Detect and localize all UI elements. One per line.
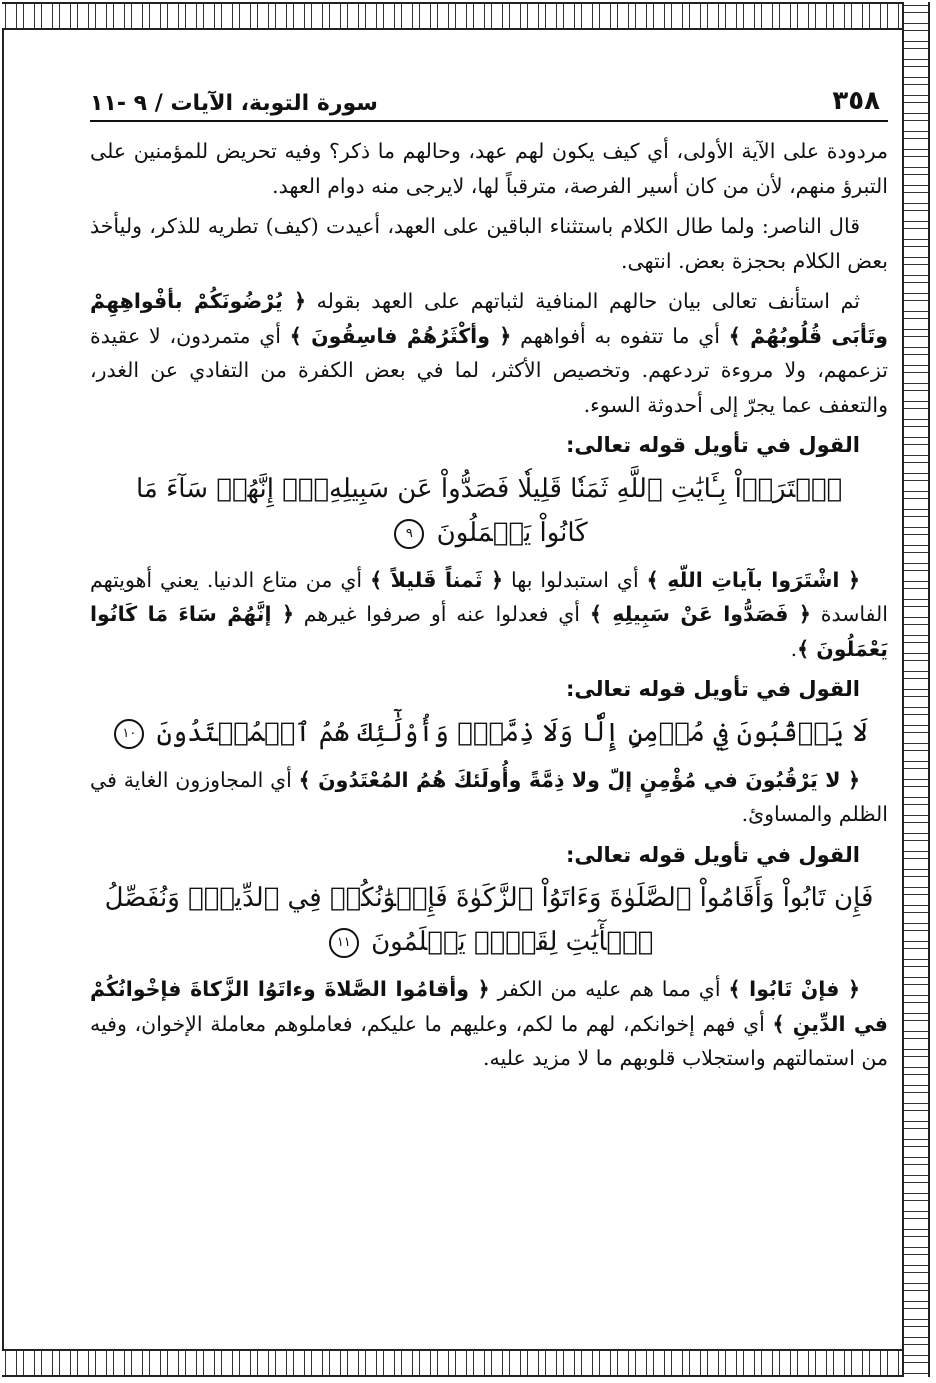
ayah-number-marker: ١١ — [329, 928, 359, 958]
verse-11: فَإِن تَابُواْ وَأَقَامُواْ ٱلصَّلَوٰةَ وَءَاتَوُاْ ٱلزَّكَوٰةَ فَإِخۡوَٰنُكُمۡ فِي ٱلدِّينِۗ وَنُفَصِّلُ ٱلۡأٓيَٰتِ لِقَوۡمٖ يَعۡلَمُونَ ١١ — [104, 883, 874, 957]
quran-quote: ﴿ يُرْضُونَكُمْ بأفْواهِهِمْ وتَأبَى قُلُوبُهُمْ ﴾ — [90, 289, 888, 348]
quran-quote: ﴿ فإنْ تَابُوا ﴾ — [728, 977, 860, 1001]
verse-10: لَا يَرۡقُبُونَ فِي مُؤۡمِنٍ إِلّٗا وَلَا ذِمَّةٗۚ وَأُوْلَٰٓئِكَ هُمُ ٱلۡمُعۡتَدُونَ ١٠ — [90, 711, 888, 755]
section-heading-1: القول في تأويل قوله تعالى: — [566, 433, 860, 457]
paragraph-5: ﴿ لا يَرْقُبُونَ في مُؤْمِنٍ إلّ ولا ذِمَّةً وأُولَئكَ هُمُ المُعْتَدُونَ ﴾ أي المجاوزون الغاية في الظلم والمساوئ. — [90, 767, 888, 826]
quran-quote: ﴿ اشْتَرَوا بآياتِ اللّهِ ﴾ — [646, 567, 860, 592]
body-text — [90, 134, 888, 1082]
section-heading-2: القول في تأويل قوله تعالى: — [566, 677, 860, 701]
paragraph-4: ﴿ اشْتَرَوا بآياتِ اللّهِ ﴾ أي استبدلوا بها ﴿ ثَمناً قَليلاً ﴾ أي من متاع الدنيا. يعني أهويتهم الفاسدة ﴿ فَصَدُّوا عَنْ سَبِيلِهِ ﴾ أي فعدلوا عنه أو صرفوا غيرهم ﴿ إنَّهُمْ سَاءَ مَا كَانُوا يَعْمَلُونَ ﴾. — [90, 567, 888, 661]
paragraph-6: ﴿ فإنْ تَابُوا ﴾ أي مما هم عليه من الكفر ﴿ وأقامُوا الصَّلاةَ وءاتَوُا الزَّكاةَ فإخْوانُكُمْ في الدِّينِ ﴾ أي فهم إخوانكم، لهم ما لكم، وعليهم ما عليكم، فعاملوهم معاملة الإخوان، وفيه من استمالتهم واستجلاب قلوبهم ما لا مزيد عليه. — [90, 977, 888, 1070]
decorative-border-top — [2, 2, 930, 30]
ayah-number-marker: ٩ — [394, 519, 424, 549]
section-heading-3: القول في تأويل قوله تعالى: — [566, 842, 860, 867]
quran-quote: ﴿ ثَمناً قَليلاً ﴾ — [370, 567, 504, 592]
decorative-border-right — [902, 2, 930, 1377]
verse-9: ٱشۡتَرَوۡاْ بِـَٔايَٰتِ ٱللَّهِ ثَمَنٗا قَلِيلٗا فَصَدُّواْ عَن سَبِيلِهِۦٓۚ إِنَّهُمۡ سَآءَ مَا كَانُواْ يَعۡمَلُونَ ٩ — [135, 473, 843, 548]
decorative-border-bottom — [2, 1349, 930, 1377]
quran-quote: ﴿ إنَّهُمْ سَاءَ مَا كَانُوا يَعْمَلُونَ ﴾ — [90, 602, 888, 661]
paragraph-3: ثم استأنف تعالى بيان حالهم المنافية لثباتهم على العهد بقوله ﴿ يُرْضُونَكُمْ بأفْواهِهِمْ وتَأبَى قُلُوبُهُمْ ﴾ أي ما تتفوه به أفواههم ﴿ وأكْثَرُهُمْ فاسِقُونَ ﴾ أي متمردون، لا عقيدة تزعمهم، ولا مروءة تردعهم. وتخصيص الأكثر، لما في بعض الكفرة من التفادي عن الغدر، والتعفف عما يجرّ إلى أحدوثة السوء. — [90, 289, 888, 417]
paragraph-2: قال الناصر: ولما طال الكلام باستثناء الباقين على العهد، أعيدت (كيف) تطريه للذكر، وليأخذ بعض الكلام بحجزة بعض. انتهى. — [90, 214, 888, 273]
paragraph-1: مردودة على الآية الأولى، أي كيف يكون لهم عهد، وحالهم ما ذكر؟ وفيه تحريض للمؤمنين على التبرؤ منهم، لأن من كان أسير الفرصة، مترقباً لها، لايرجى منه دوام العهد. — [90, 139, 888, 198]
page-number: ٣٥٨ — [832, 86, 880, 116]
header-rule — [90, 120, 888, 122]
ayah-number-marker: ١٠ — [114, 719, 144, 749]
page-content — [80, 40, 888, 1340]
quran-quote: ﴿ فَصَدُّوا عَنْ سَبِيلِهِ ﴾ — [589, 602, 811, 626]
running-title: سورة التوبة، الآيات / ٩ -١١ — [90, 91, 378, 116]
quran-quote: ﴿ لا يَرْقُبُونَ في مُؤْمِنٍ إلّ ولا ذِمَّةً وأُولَئكَ هُمُ المُعْتَدُونَ ﴾ — [298, 767, 860, 792]
quran-quote: ﴿ وأكْثَرُهُمْ فاسِقُونَ ﴾ — [289, 323, 512, 348]
quran-quote: ﴿ وأقامُوا الصَّلاةَ وءاتَوُا الزَّكاةَ فإخْوانُكُمْ في الدِّينِ ﴾ — [90, 977, 888, 1036]
page-header — [90, 80, 888, 116]
